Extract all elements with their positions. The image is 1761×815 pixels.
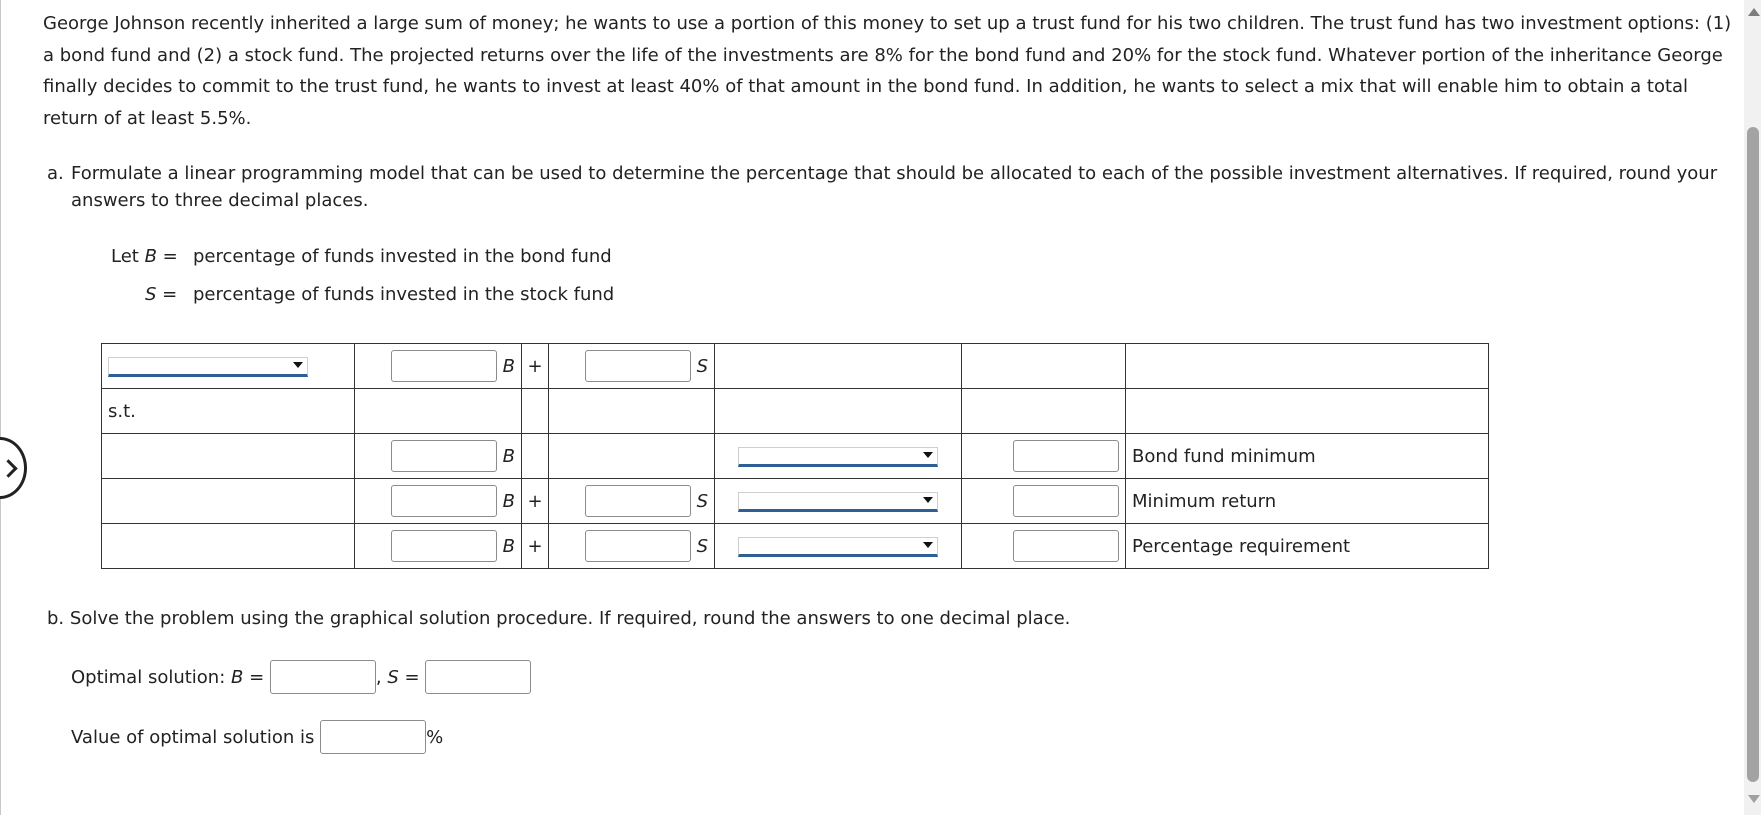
question-content: [43, 8, 1733, 211]
pct-req-s-coef-input[interactable]: [585, 530, 691, 562]
optimal-value-row: [71, 720, 443, 754]
def-b-eq: =: [162, 246, 178, 267]
percent-sign: %: [426, 726, 444, 748]
definition-s: [145, 284, 177, 305]
constraint-label: Bond fund minimum: [1126, 434, 1489, 479]
definition-b-text: percentage of funds invested in the bond fund: [193, 246, 612, 267]
chevron-down-icon: [293, 362, 303, 368]
st-label: s.t.: [102, 389, 355, 434]
part-b: [47, 608, 1070, 629]
pct-req-rhs-input[interactable]: [1013, 530, 1119, 562]
part-b-instruction: Solve the problem using the graphical solution procedure. If required, round the answers to one decimal place.: [69, 608, 1071, 629]
pct-req-b-coef-input[interactable]: [391, 530, 497, 562]
chevron-down-icon: [923, 542, 933, 548]
def-b-var: B: [144, 246, 157, 267]
var-b-label: B: [502, 490, 515, 512]
constraint-row: [102, 434, 1489, 479]
def-s-var: S: [145, 284, 157, 305]
plus-sign: +: [522, 479, 549, 524]
min-return-b-coef-input[interactable]: [391, 485, 497, 517]
scrollbar-thumb[interactable]: [1747, 127, 1759, 782]
optimal-b-input[interactable]: [270, 660, 376, 694]
value-label: Value of optimal solution is: [71, 726, 315, 748]
scroll-up-icon[interactable]: [1748, 8, 1760, 16]
chevron-right-icon: [0, 459, 18, 477]
var-s-label: S: [696, 535, 708, 557]
def-s-eq: =: [162, 284, 178, 305]
bond-min-inequality-select[interactable]: [738, 447, 938, 467]
part-b-marker: b.: [47, 608, 65, 629]
optimal-label: Optimal solution:: [71, 666, 226, 688]
objective-type-select[interactable]: [108, 357, 308, 377]
objective-row: [102, 344, 1489, 389]
part-a-marker: a.: [47, 163, 64, 184]
objective-b-coef-input[interactable]: [391, 350, 497, 382]
pct-req-inequality-select[interactable]: [738, 537, 938, 557]
optimal-value-input[interactable]: [320, 720, 426, 754]
side-panel-toggle[interactable]: [0, 437, 27, 499]
constraint-label: Percentage requirement: [1126, 524, 1489, 569]
optimal-solution-row: [71, 660, 531, 694]
bond-min-b-coef-input[interactable]: [391, 440, 497, 472]
bond-min-rhs-input[interactable]: [1013, 440, 1119, 472]
opt-s-label: S =: [387, 666, 420, 688]
part-a: [47, 160, 1731, 214]
var-b-label: B: [502, 535, 515, 557]
definition-b: [111, 246, 178, 267]
st-row: [102, 389, 1489, 434]
scroll-down-icon[interactable]: [1748, 795, 1760, 803]
part-a-instruction: Formulate a linear programming model that can be used to determine the percentage that should be allocated to each of the possible investment alternatives. If required, round your answers to three decimal places.: [71, 163, 1718, 211]
min-return-rhs-input[interactable]: [1013, 485, 1119, 517]
opt-b-label: B =: [231, 666, 265, 688]
var-b-label: B: [502, 355, 515, 377]
objective-type-cell: [102, 344, 355, 389]
constraint-label: Minimum return: [1126, 479, 1489, 524]
optimal-s-input[interactable]: [425, 660, 531, 694]
vertical-scrollbar[interactable]: [1744, 0, 1761, 815]
lp-model-table: [101, 343, 1489, 569]
objective-s-coef-input[interactable]: [585, 350, 691, 382]
constraint-row: [102, 524, 1489, 569]
var-s-label: S: [696, 490, 708, 512]
chevron-down-icon: [923, 452, 933, 458]
constraint-row: [102, 479, 1489, 524]
chevron-down-icon: [923, 497, 933, 503]
problem-intro: George Johnson recently inherited a large sum of money; he wants to use a portion of this money to set up a trust fund for his two children. The trust fund has two investment options: (1) a bond fund and (2) a stock fund. The projected returns over the life of the investments are 8% for the bond fund and 20% for the stock fund. Whatever portion of the inheritance George finally decides to commit to the trust fund, he wants to invest at least 40% of that amount in the bond fund. In addition, he wants to select a mix that will enable him to obtain a total return of at least 5.5%.: [43, 13, 1732, 129]
comma: ,: [375, 666, 382, 688]
plus-sign: +: [522, 344, 549, 389]
let-label: Let: [111, 246, 139, 267]
min-return-inequality-select[interactable]: [738, 492, 938, 512]
min-return-s-coef-input[interactable]: [585, 485, 691, 517]
definition-s-text: percentage of funds invested in the stock fund: [193, 284, 615, 305]
var-s-label: S: [696, 355, 708, 377]
var-b-label: B: [502, 445, 515, 467]
plus-sign: +: [522, 524, 549, 569]
